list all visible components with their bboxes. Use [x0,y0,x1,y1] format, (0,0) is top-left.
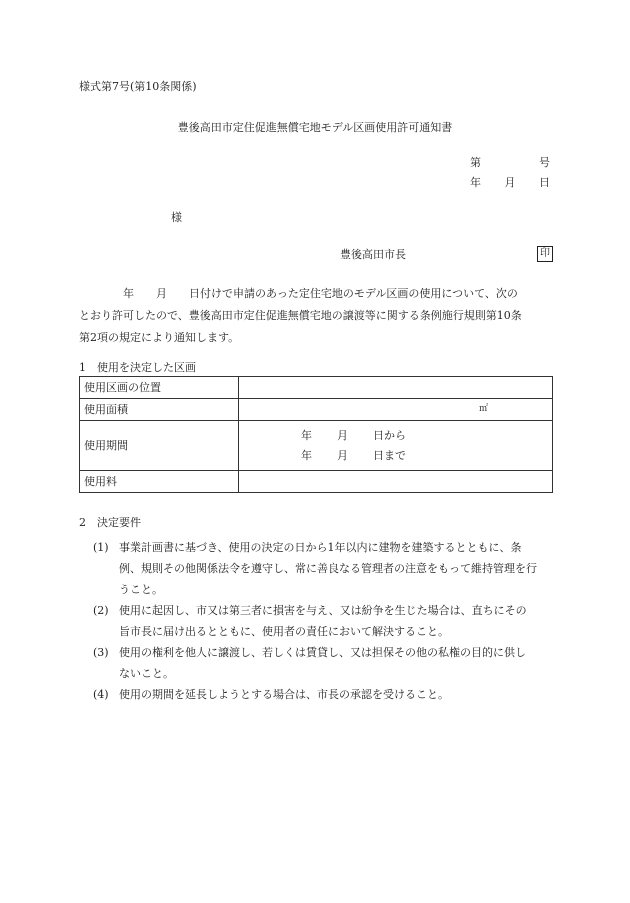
location-value [239,377,553,399]
requirement-line: 旨市長に届け出るとともに、使用者の責任において解決すること。 [119,625,449,638]
addressee-honorific: 様 [171,211,182,224]
requirement-line: ないこと。 [119,667,174,680]
requirement-text [119,537,553,600]
issue-month-label: 月 [504,176,516,189]
period-from-line [301,426,548,446]
body-year: 年 [123,287,134,300]
issue-day-label: 日 [539,176,550,189]
body-line-1 [79,283,553,305]
requirement-text [119,684,553,705]
fee-label: 使用料 [80,471,239,493]
requirement-text [119,600,553,642]
period-value [239,421,553,471]
area-unit: ㎡ [478,404,488,415]
requirement-line: 使用に起因し、市又は第三者に損害を与え、又は紛争を生じた場合は、直ちにその [119,604,527,617]
requirement-item [93,537,553,600]
body-line-1-rest: 日付けで申請のあった定住宅地のモデル区画の使用について、次の [189,287,518,300]
requirement-line: うこと。 [119,583,163,596]
document-number-row [470,156,550,176]
form-label: 様式第7号(第10条関係) [79,80,197,93]
requirement-item [93,642,553,684]
requirement-number: (1) [93,541,109,554]
requirement-item [93,684,553,705]
number-suffix: 号 [539,156,550,169]
table-row-location [80,377,553,399]
location-label: 使用区画の位置 [80,377,239,399]
document-title: 豊後高田市定住促進無償宅地モデル区画使用許可通知書 [177,121,453,134]
requirement-line: 使用の権利を他人に譲渡し、若しくは賃貸し、又は担保その他の私権の目的に供し [119,646,526,659]
issue-year-label: 年 [470,176,481,189]
requirement-number: (3) [93,646,109,659]
requirement-line: 例、規則その他関係法令を遵守し、常に善良なる管理者の注意をもって維持管理を行 [119,562,537,575]
requirement-line: 事業計画書に基づき、使用の決定の日から1年以内に建物を建築するとともに、条 [119,541,522,554]
period-to-day: 日まで [373,448,406,462]
requirement-number: (2) [93,604,109,617]
notice-body [79,283,553,349]
number-prefix: 第 [470,156,481,169]
body-line-2: とおり許可したので、豊後高田市定住促進無償宅地の譲渡等に関する条例施行規則第10条 [79,309,522,322]
seal-mark: 印 [537,246,553,262]
body-month: 月 [156,287,167,300]
period-from-month: 月 [337,428,348,442]
period-from-year: 年 [301,428,312,442]
area-label: 使用面積 [80,399,239,421]
section-1-title: 1 使用を決定した区画 [79,361,196,374]
period-to-year: 年 [301,448,312,462]
fee-value [239,471,553,493]
requirement-text [119,642,553,684]
table-row-area [80,399,553,421]
period-to-month: 月 [337,448,348,462]
period-to-line [301,446,548,466]
table-row-fee [80,471,553,493]
issuer-name: 豊後高田市長 [340,248,406,261]
requirement-item [93,600,553,642]
period-from-day: 日から [373,428,406,442]
usage-table [79,376,553,493]
body-line-3: 第2項の規定により通知します。 [79,331,240,344]
requirement-line: 使用の期間を延長しようとする場合は、市長の承認を受けること。 [119,688,449,701]
period-label: 使用期間 [80,421,239,471]
requirement-number: (4) [93,688,109,701]
area-value [239,399,553,421]
table-row-period [80,421,553,471]
requirements-list [93,537,553,705]
issue-date-row [470,176,550,196]
section-2-title: 2 決定要件 [79,516,141,529]
document-number-block [470,156,550,196]
